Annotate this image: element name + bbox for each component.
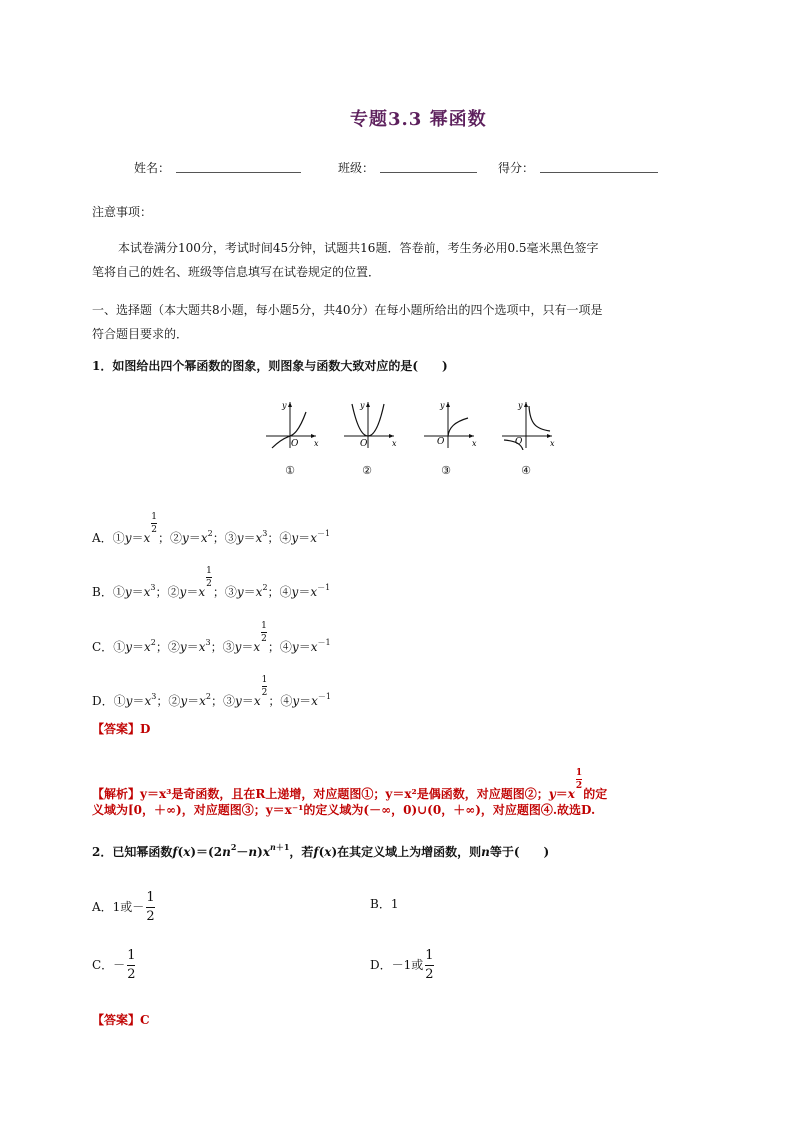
q1-stem: 1．如图给出四个幂函数的图象，则图象与函数大致对应的是( ) [92,359,448,373]
name-label: 姓名： [134,161,171,175]
q2-stem-part-c: 在其定义域上为增函数，则 [337,845,482,859]
graph-2-x-label: x [392,439,397,448]
graph-3-label: ③ [441,464,451,477]
graph-2 [340,398,400,450]
q1-option-c-prefix: C． [92,640,114,654]
class-field[interactable] [380,172,477,173]
q1-option-c[interactable]: C．$①y=x^2$；$②y=x^3$；③y＝x $\frac{1}{2}$ ；$④y=x^{-1}$ [92,621,331,654]
graph-3-x-label: x [472,439,477,448]
section-heading-line-2: 符合题目要求的． [92,327,189,341]
graph-2-label: ② [362,464,372,477]
graph-1-origin-label: O [291,439,299,449]
score-field[interactable] [540,172,658,173]
graph-4-origin-label: O [515,437,523,447]
q1-answer-value: D [140,722,151,736]
q1-option-a[interactable]: A．①y＝x $\frac{1}{2}$ ；$②y=x^2$；$③y=x^3$；$④y=x^{-1}$ [92,512,331,545]
page-title: 专题3.3 幂函数 [350,109,487,130]
q1-analysis-part-a: y＝x³是奇函数，且在R上递增，对应题图①； [140,787,386,801]
graph-4-x-label: x [550,439,555,448]
q2-answer-tag: 【答案】 [92,1013,141,1027]
q1-option-b-prefix: B． [92,585,113,599]
q2-answer [92,1007,150,1033]
q2-stem-part-a: 2．已知幂函数 [92,845,173,859]
q1-answer-tag: 【答案】 [92,722,141,736]
q2-answer-value: C [140,1013,150,1027]
q2-option-c[interactable]: C．－ $\frac{1}{2}$ [92,948,136,982]
q1-option-d[interactable]: D．$①y=x^3$；$②y=x^2$；③y＝x $\frac{1}{2}$ ；$④y=x^{-1}$ [92,675,332,708]
q1-answer [92,716,150,742]
q2-option-d-text: D．－1或 [370,958,424,972]
name-field[interactable] [176,172,301,173]
q1-analysis-line-1: 【解析】y＝x³是奇函数，且在R上递增，对应题图①；y＝x²是偶函数，对应题图②；y＝x $\frac{1}{2}$ 的定 [92,768,608,801]
graph-3 [420,398,480,450]
graph-3-y-label: y [440,401,445,410]
graph-4-label: ④ [521,464,531,477]
q1-analysis-part-c: 的定 [583,787,608,801]
graph-1-y-label: y [282,401,287,410]
q1-option-d-prefix: D． [92,694,114,708]
graph-1-label: ① [285,464,295,477]
q1-analysis-part-b: y＝x²是偶函数，对应题图②； [385,787,549,801]
graph-2-origin-label: O [360,439,368,449]
q1-analysis-line-2: 义域为[0，＋∞)，对应题图③；y＝x⁻¹的定义域为(－∞，0)∪(0，＋∞)，对应题图④.故选D. [92,803,596,817]
q1-option-a-prefix: A． [92,531,113,545]
q2-option-d[interactable]: D．－1或 $\frac{1}{2}$ [370,948,434,982]
graph-4-y-label: y [518,401,523,410]
graph-1-x-label: x [314,439,319,448]
q1-option-b[interactable]: B．$①y=x^3$；②y＝x $\frac{1}{2}$ ；$③y=x^2$；$④y=x^{-1}$ [92,566,331,599]
q2-stem-part-d: 等于( ) [489,845,550,859]
q2-option-c-text: C．－ [92,958,126,972]
graph-4 [498,398,558,450]
q2-option-a[interactable]: A．1或－ $\frac{1}{2}$ [92,890,155,924]
graph-3-origin-label: O [437,437,445,447]
notice-heading: 注意事项： [92,205,153,219]
q2-option-b-text: B．1 [370,897,399,911]
section-heading-line-1: 一、选择题（本大题共8小题，每小题5分，共40分）在每小题所给出的四个选项中，只有一项是 [92,303,603,317]
graph-2-y-label: y [360,401,365,410]
q2-stem: 2．已知幂函数$f(x)=(2n^2-n)x^{n+1}$，若f(x)在其定义域上为增函数，则n等于( ) [92,842,550,859]
graph-1 [262,398,322,450]
notice-line-1: 本试卷满分100分，考试时间45分钟，试题共16题．答卷前，考生务必用0.5毫米黑色签字 [118,241,599,255]
score-label: 得分： [498,161,535,175]
q2-stem-part-b: ，若 [289,845,314,859]
notice-line-2: 笔将自己的姓名、班级等信息填写在试卷规定的位置． [92,265,381,279]
q1-analysis-tag: 【解析】 [92,787,141,801]
q2-option-b[interactable] [370,895,398,912]
class-label: 班级： [338,161,375,175]
q2-option-a-text: A．1或－ [92,900,145,914]
